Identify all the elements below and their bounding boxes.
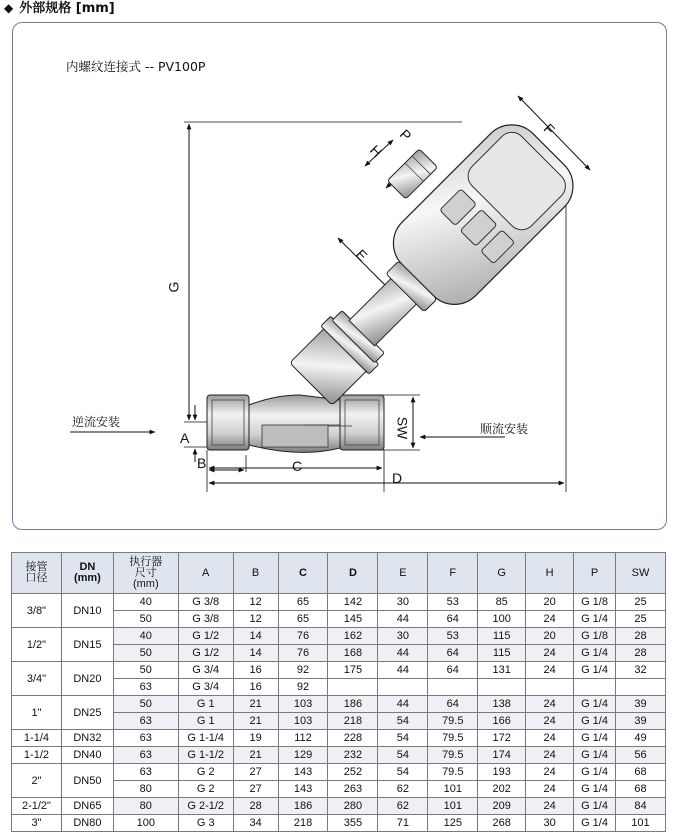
table-cell [615,679,665,696]
label-sw: SW [394,416,411,440]
table-cell: 64 [428,696,478,713]
table-row [12,696,666,713]
table-cell: 101 [428,781,478,798]
table-cell: 50 [113,696,178,713]
table-cell: 24 [526,713,574,730]
table-cell: 63 [113,747,178,764]
table-cell [574,679,616,696]
table-cell: 131 [478,662,526,679]
table-cell: 54 [378,764,428,781]
table-cell: G 1 [178,696,233,713]
table-cell: 252 [328,764,378,781]
table-cell: 24 [526,764,574,781]
table-cell: 186 [328,696,378,713]
table-cell: 174 [478,747,526,764]
header-g: G [478,553,526,594]
header-dn: DN (mm) [61,553,113,594]
table-cell: 65 [278,611,328,628]
table-cell: G 1/2 [178,645,233,662]
table-cell: 19 [233,730,278,747]
label-g: G [165,281,182,293]
table-cell: 63 [113,679,178,696]
table-cell: 175 [328,662,378,679]
table-cell: 16 [233,662,278,679]
header-p: P [574,553,616,594]
label-c: C [292,458,303,474]
label-d: D [392,470,403,486]
table-cell: 209 [478,798,526,815]
table-cell: G 1 [178,713,233,730]
table-cell: 218 [278,815,328,832]
table-cell: 21 [233,713,278,730]
table-cell: 24 [526,696,574,713]
label-h: H [366,141,386,161]
port-size-cell: 3" [12,815,62,832]
header-e: E [378,553,428,594]
table-cell: 79.5 [428,747,478,764]
table-cell: 79.5 [428,730,478,747]
table-cell: G 2 [178,764,233,781]
table-cell: G 2 [178,781,233,798]
table-cell: 80 [113,798,178,815]
header-actuator-size: 执行器 尺寸 (mm) [113,553,178,594]
table-cell: 143 [278,764,328,781]
table-cell: 143 [278,781,328,798]
table-cell: G 1/4 [574,662,616,679]
table-cell: 20 [526,594,574,611]
table-cell: 25 [615,611,665,628]
table-cell: 24 [526,798,574,815]
table-cell: 44 [378,645,428,662]
table-cell [378,679,428,696]
table-cell: 34 [233,815,278,832]
header-a: A [178,553,233,594]
table-cell: G 3/4 [178,662,233,679]
port-size-cell: 3/8" [12,594,62,628]
port-size-cell: 1-1/2 [12,747,62,764]
table-cell: 115 [478,628,526,645]
table-cell: 112 [278,730,328,747]
table-cell: G 2-1/2 [178,798,233,815]
table-cell: 49 [615,730,665,747]
table-cell: 101 [428,798,478,815]
port-size-cell: 3/4" [12,662,62,696]
table-cell: 30 [378,628,428,645]
table-row [12,798,666,815]
table-cell: 100 [478,611,526,628]
dn-cell: DN40 [61,747,113,764]
table-cell: 65 [278,594,328,611]
table-cell: 16 [233,679,278,696]
table-cell: G 3/8 [178,594,233,611]
table-cell: 125 [428,815,478,832]
table-cell: 14 [233,645,278,662]
table-header-row [12,553,666,594]
table-cell: 62 [378,798,428,815]
table-cell [526,679,574,696]
dn-cell: DN65 [61,798,113,815]
diamond-bullet-icon: ◆ [4,1,14,15]
table-cell: G 1/4 [574,645,616,662]
table-cell: 92 [278,679,328,696]
table-row [12,815,666,832]
table-cell: 28 [615,645,665,662]
table-cell: 54 [378,730,428,747]
table-row [12,594,666,611]
table-row [12,662,666,679]
table-cell: 39 [615,696,665,713]
dn-cell: DN25 [61,696,113,730]
table-cell: 24 [526,645,574,662]
label-e: E [352,246,371,264]
port-size-cell: 1/2" [12,628,62,662]
dn-cell: DN32 [61,730,113,747]
table-cell: 85 [478,594,526,611]
table-cell: 24 [526,747,574,764]
table-cell: 68 [615,781,665,798]
spec-table [11,552,666,832]
table-cell: 50 [113,645,178,662]
reverse-flow-note: 逆流安装 [72,415,121,429]
table-cell: 76 [278,645,328,662]
table-cell: 79.5 [428,713,478,730]
table-cell: 145 [328,611,378,628]
table-cell: 44 [378,696,428,713]
section-title: 外部规格 [mm] [19,1,115,16]
table-cell: 30 [378,594,428,611]
table-cell: 24 [526,662,574,679]
table-cell: 280 [328,798,378,815]
table-cell: 44 [378,662,428,679]
table-body [12,594,666,832]
table-cell: 25 [615,594,665,611]
table-cell: 168 [328,645,378,662]
pilot-port [387,149,437,199]
table-cell: G 1/4 [574,611,616,628]
table-cell: 166 [478,713,526,730]
table-cell: G 1/4 [574,730,616,747]
table-cell: 232 [328,747,378,764]
table-cell: G 3 [178,815,233,832]
table-cell [328,679,378,696]
header-h: H [526,553,574,594]
table-cell: 28 [615,628,665,645]
header-c: C [278,553,328,594]
label-p: P [396,126,415,144]
dn-cell: DN50 [61,764,113,798]
header-b: B [233,553,278,594]
table-cell: 68 [615,764,665,781]
table-cell: 202 [478,781,526,798]
table-cell: G 1/4 [574,713,616,730]
table-cell: G 1/8 [574,628,616,645]
forward-flow-note: 顺流安装 [480,422,529,436]
table-cell: 101 [615,815,665,832]
header-sw: SW [615,553,665,594]
table-cell: 56 [615,747,665,764]
table-cell: 63 [113,764,178,781]
table-row [12,730,666,747]
table-cell: 103 [278,696,328,713]
dn-cell: DN20 [61,662,113,696]
table-cell: 138 [478,696,526,713]
table-cell: 268 [478,815,526,832]
table-cell: 84 [615,798,665,815]
table-cell: 103 [278,713,328,730]
table-cell: 62 [378,781,428,798]
dn-cell: DN15 [61,628,113,662]
table-cell: 50 [113,611,178,628]
table-cell: 32 [615,662,665,679]
table-cell: 21 [233,696,278,713]
table-cell: 54 [378,747,428,764]
header-f: F [428,553,478,594]
table-cell: G 1/4 [574,815,616,832]
table-cell: 64 [428,645,478,662]
table-cell: 21 [233,747,278,764]
table-cell: 79.5 [428,764,478,781]
table-cell: G 1/2 [178,628,233,645]
port-size-cell: 2" [12,764,62,798]
table-cell: 14 [233,628,278,645]
table-cell: 40 [113,594,178,611]
table-cell: 64 [428,662,478,679]
table-cell [478,679,526,696]
port-size-cell: 1" [12,696,62,730]
label-b: B [197,455,207,471]
table-cell: G 1/4 [574,781,616,798]
table-cell: 53 [428,628,478,645]
table-cell: G 3/8 [178,611,233,628]
label-f: F [540,120,558,138]
table-row [12,747,666,764]
table-cell: 162 [328,628,378,645]
table-cell: 63 [113,713,178,730]
dn-cell: DN10 [61,594,113,628]
table-cell [428,679,478,696]
table-cell: 100 [113,815,178,832]
table-row [12,764,666,781]
table-cell: G 1/4 [574,764,616,781]
table-cell: 50 [113,662,178,679]
table-cell: 80 [113,781,178,798]
table-cell: 44 [378,611,428,628]
table-cell: 12 [233,594,278,611]
table-cell: G 1/4 [574,696,616,713]
table-cell: 142 [328,594,378,611]
table-cell: 172 [478,730,526,747]
table-cell: 115 [478,645,526,662]
valve-body [207,395,384,452]
table-cell: 24 [526,611,574,628]
label-a: A [180,430,190,446]
table-cell: G 1/4 [574,798,616,815]
diagram-subtitle: 内螺纹连接式 -- PV100P [66,59,206,74]
table-cell: G 1/4 [574,747,616,764]
table-cell: 64 [428,611,478,628]
table-cell: 355 [328,815,378,832]
table-cell: 263 [328,781,378,798]
table-cell: 20 [526,628,574,645]
table-cell: 54 [378,713,428,730]
table-cell: 24 [526,781,574,798]
table-cell: 12 [233,611,278,628]
table-cell: 24 [526,730,574,747]
table-cell: 27 [233,764,278,781]
table-cell: 27 [233,781,278,798]
header-port-size: 接管 口径 [12,553,62,594]
header-d: D [328,553,378,594]
table-cell: G 1-1/4 [178,730,233,747]
dn-cell: DN80 [61,815,113,832]
table-cell: 39 [615,713,665,730]
table-cell: 53 [428,594,478,611]
table-cell: 28 [233,798,278,815]
port-size-cell: 1-1/4 [12,730,62,747]
table-cell: 129 [278,747,328,764]
table-cell: 40 [113,628,178,645]
table-cell: G 1-1/2 [178,747,233,764]
table-row [12,628,666,645]
table-cell: 92 [278,662,328,679]
table-cell: 63 [113,730,178,747]
table-cell: 193 [478,764,526,781]
table-cell: 186 [278,798,328,815]
table-cell: G 3/4 [178,679,233,696]
table-cell: 228 [328,730,378,747]
port-size-cell: 2-1/2" [12,798,62,815]
table-cell: 218 [328,713,378,730]
table-cell: G 1/8 [574,594,616,611]
table-cell: 71 [378,815,428,832]
table-cell: 76 [278,628,328,645]
table-cell: 30 [526,815,574,832]
